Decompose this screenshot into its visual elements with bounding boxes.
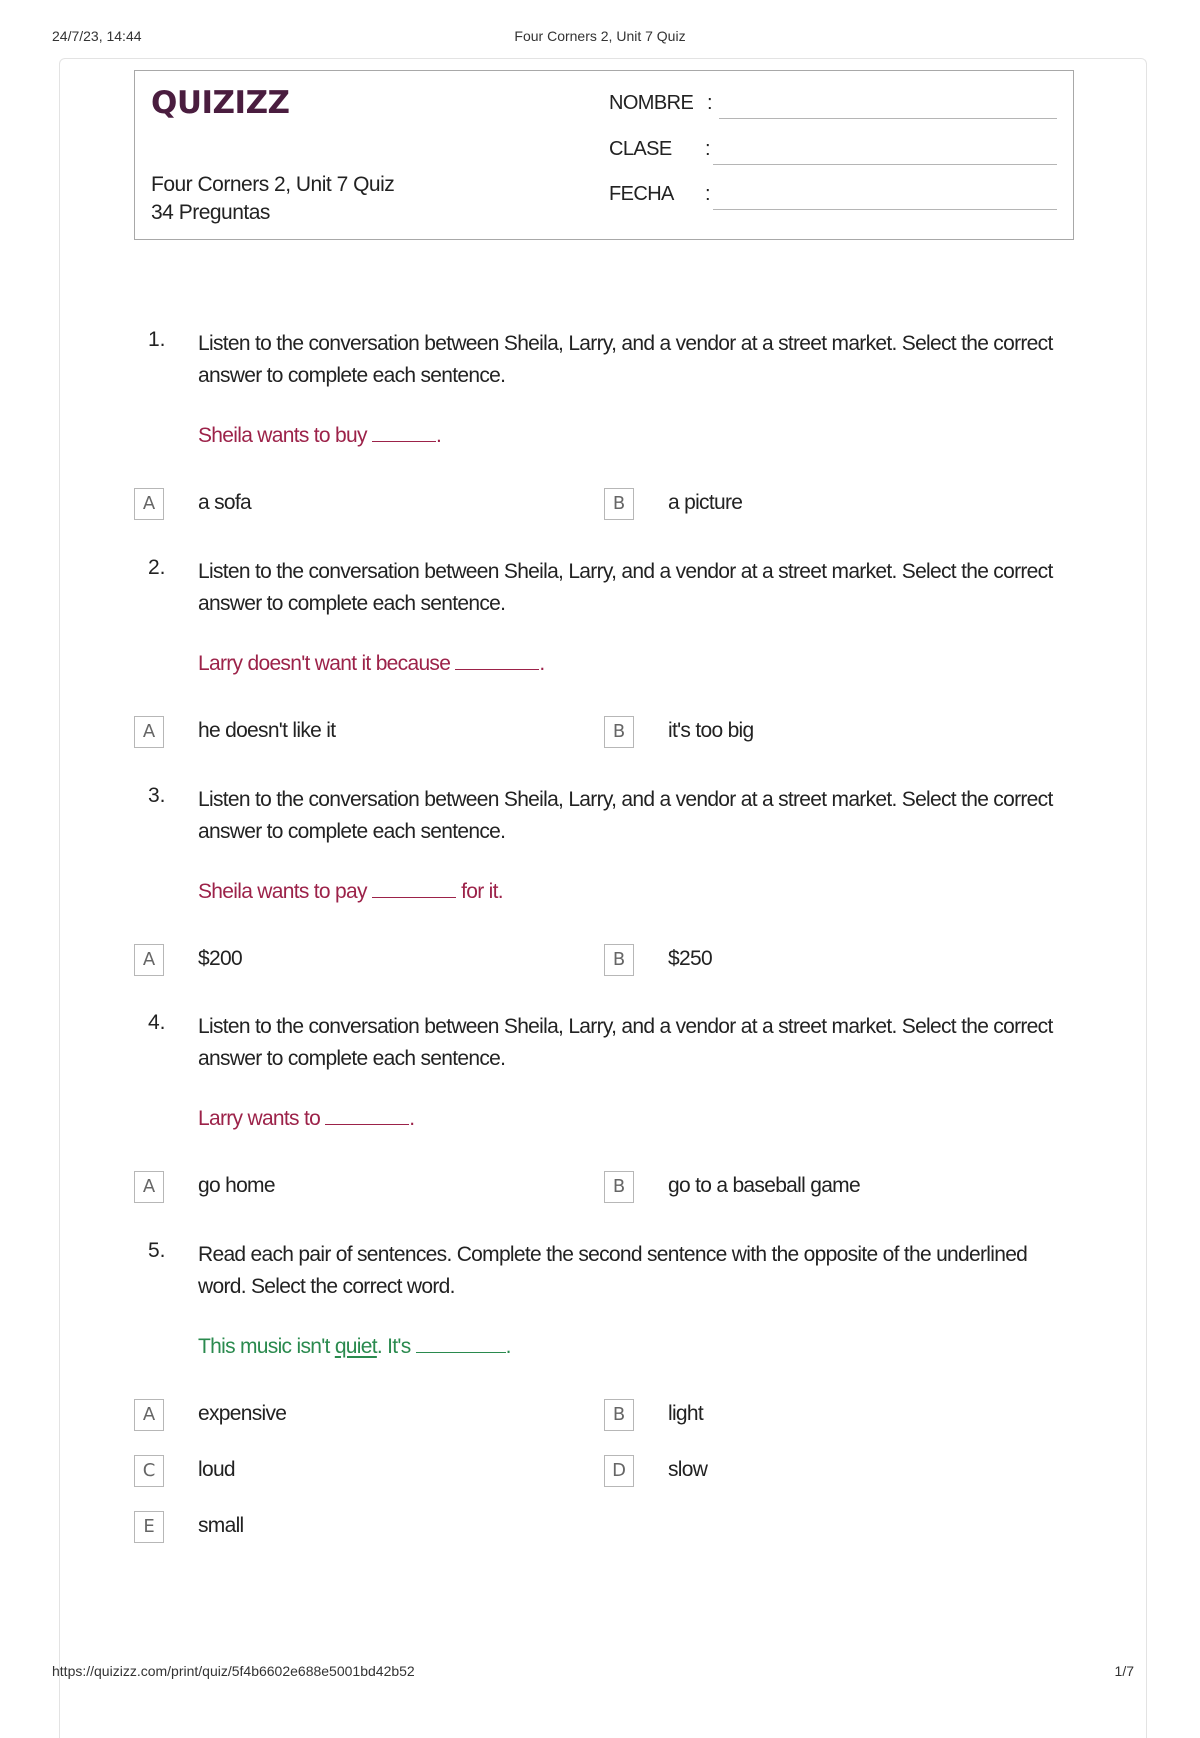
q5-option-d[interactable] — [604, 1455, 1024, 1489]
underlined-word: quiet — [334, 1335, 377, 1358]
question-number: 2. — [148, 556, 166, 579]
option-letter: E — [134, 1511, 164, 1543]
quiz-header-box — [134, 70, 1074, 240]
print-header — [52, 28, 1148, 48]
answer-blank — [372, 895, 456, 898]
option-text: $250 — [668, 947, 712, 970]
q1-option-a[interactable] — [134, 488, 554, 522]
quizizz-logo: QUIZIZZ — [151, 85, 290, 121]
option-letter: A — [134, 716, 164, 748]
clase-field — [609, 135, 1057, 165]
nombre-label: NOMBRE — [609, 92, 694, 114]
option-text: a picture — [668, 491, 743, 514]
option-text: small — [198, 1514, 244, 1537]
question-prompt: Sheila wants to buy . — [198, 424, 442, 447]
nombre-field — [609, 89, 1057, 119]
option-letter: B — [604, 944, 634, 976]
question-text: Listen to the conversation between Sheila, Larry, and a vendor at a street market. Select the correct answer to complete each sentence. — [198, 332, 1053, 387]
answer-blank — [455, 667, 539, 670]
q5-option-a[interactable] — [134, 1399, 554, 1433]
print-document-title: Four Corners 2, Unit 7 Quiz — [514, 28, 686, 44]
option-text: light — [668, 1402, 704, 1425]
option-text: loud — [198, 1458, 235, 1481]
question-text: Read each pair of sentences. Complete the second sentence with the opposite of the underlined word. Select the correct word. — [198, 1243, 1028, 1298]
nombre-line — [719, 118, 1057, 119]
clase-line — [713, 164, 1057, 165]
question-prompt: This music isn't quiet. It's . — [198, 1335, 511, 1358]
option-letter: A — [134, 488, 164, 520]
question-count: 34 Preguntas — [151, 201, 270, 224]
nombre-colon: : — [707, 92, 712, 114]
print-footer — [52, 1663, 1148, 1683]
q2-option-b[interactable] — [604, 716, 1024, 750]
q4-option-b[interactable] — [604, 1171, 1024, 1205]
option-text: go home — [198, 1174, 275, 1197]
option-text: expensive — [198, 1402, 287, 1425]
q4-option-a[interactable] — [134, 1171, 554, 1205]
question-prompt: Larry wants to . — [198, 1107, 415, 1130]
answer-blank — [325, 1122, 409, 1125]
option-text: go to a baseball game — [668, 1174, 860, 1197]
option-letter: B — [604, 488, 634, 520]
question-number: 4. — [148, 1011, 166, 1034]
q3-option-a[interactable] — [134, 944, 554, 978]
print-url: https://quizizz.com/print/quiz/5f4b6602e688e5001bd42b52 — [52, 1663, 415, 1679]
option-letter: A — [134, 944, 164, 976]
fecha-colon: : — [705, 183, 710, 205]
option-text: $200 — [198, 947, 242, 970]
answer-blank — [416, 1350, 506, 1353]
question-number: 3. — [148, 784, 166, 807]
q2-option-a[interactable] — [134, 716, 554, 750]
answer-blank — [372, 439, 436, 442]
q5-option-e[interactable] — [134, 1511, 554, 1545]
fecha-field — [609, 180, 1057, 210]
option-letter: B — [604, 716, 634, 748]
question-number: 1. — [148, 328, 166, 351]
question-text: Listen to the conversation between Sheila, Larry, and a vendor at a street market. Select the correct answer to complete each sentence. — [198, 788, 1053, 843]
page-number: 1/7 — [1114, 1663, 1134, 1679]
print-date: 24/7/23, 14:44 — [52, 28, 142, 44]
q5-option-b[interactable] — [604, 1399, 1024, 1433]
question-number: 5. — [148, 1239, 166, 1262]
option-text: it's too big — [668, 719, 754, 742]
question-prompt: Larry doesn't want it because . — [198, 652, 545, 675]
fecha-label: FECHA — [609, 183, 674, 205]
option-letter: A — [134, 1171, 164, 1203]
option-letter: B — [604, 1171, 634, 1203]
option-letter: A — [134, 1399, 164, 1431]
question-text: Listen to the conversation between Sheila, Larry, and a vendor at a street market. Select the correct answer to complete each sentence. — [198, 1015, 1053, 1070]
q3-option-b[interactable] — [604, 944, 1024, 978]
clase-label: CLASE — [609, 138, 672, 160]
q1-option-b[interactable] — [604, 488, 1024, 522]
fecha-line — [713, 209, 1057, 210]
option-letter: D — [604, 1455, 634, 1487]
quiz-title: Four Corners 2, Unit 7 Quiz — [151, 173, 395, 196]
clase-colon: : — [705, 138, 710, 160]
option-letter: B — [604, 1399, 634, 1431]
question-text: Listen to the conversation between Sheila, Larry, and a vendor at a street market. Select the correct answer to complete each sentence. — [198, 560, 1053, 615]
option-letter: C — [134, 1455, 164, 1487]
option-text: he doesn't like it — [198, 719, 336, 742]
question-prompt: Sheila wants to pay for it. — [198, 880, 503, 903]
option-text: a sofa — [198, 491, 252, 514]
option-text: slow — [668, 1458, 708, 1481]
q5-option-c[interactable] — [134, 1455, 554, 1489]
